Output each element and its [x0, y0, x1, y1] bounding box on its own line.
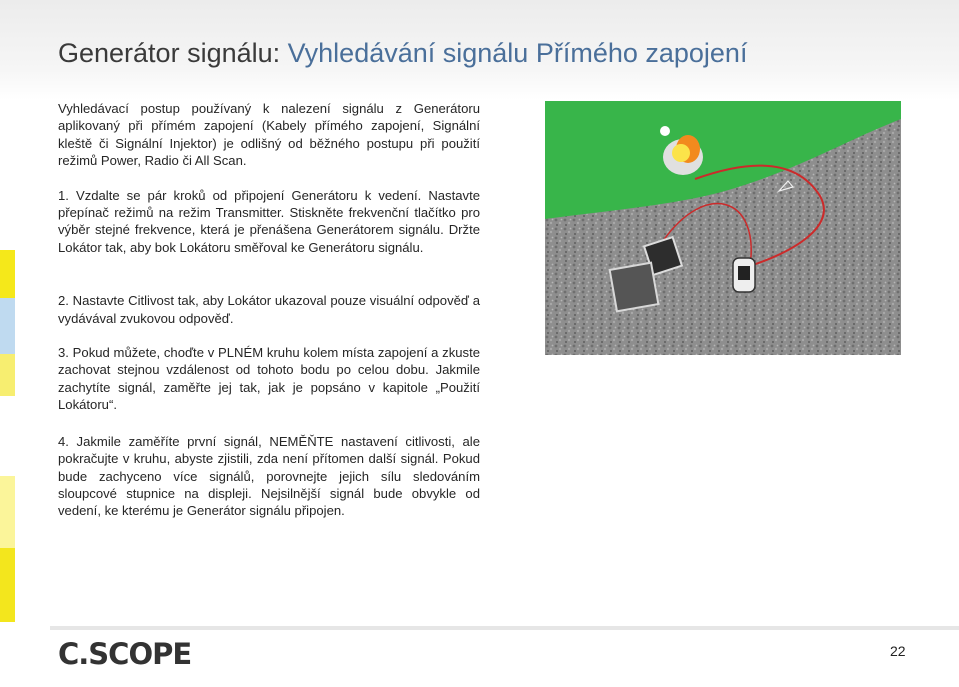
- brand-logo: C.SCOPE: [58, 637, 192, 671]
- left-color-strip: [0, 476, 15, 548]
- transmitter-box-icon: [610, 263, 659, 312]
- paragraph-step-4: 4. Jakmile zaměříte první signál, NEMĚŇTE nastavení citlivosti, ale pokračujte v kruhu, abyste zjistili, zda není přítomen další signál. Pokud bude zachyceno více signálů, porovnejte jejich sílu sledováním sloupcové stupnice na displeji. Nejsilnější signál bude obvykle od vedení, ke kterému je Generátor signálu připojen.: [58, 433, 480, 519]
- title-emphasis: Vyhledávání signálu Přímého zapojení: [287, 38, 748, 68]
- left-color-strip: [0, 548, 15, 622]
- footer-divider: [50, 626, 959, 630]
- illustration-svg: [545, 101, 901, 355]
- left-color-strip: [0, 354, 15, 396]
- page-number: 22: [890, 643, 906, 659]
- paragraph-step-3: 3. Pokud můžete, choďte v PLNÉM kruhu kolem místa zapojení a zkuste zachovat stejnou vzdálenost od tohoto bodu po celou dobu. Jakmile zachytíte signál, zaměřte jej tak, jak je popsáno v kapitole „Použití Lokátoru“.: [58, 345, 480, 413]
- left-color-strip: [0, 250, 15, 298]
- paragraph-intro: Vyhledávací postup používaný k nalezení signálu z Generátoru aplikovaný při přímém zapojení (Kabely přímého zapojení, Signální kleště či Signální Injektor) je odlišný od běžného postupu při použití režimů Power, Radio či All Scan.: [58, 101, 480, 169]
- illustration-photo: [545, 101, 901, 355]
- paragraph-step-2: 2. Nastavte Citlivost tak, aby Lokátor ukazoval pouze visuální odpověď a vydávával zvukovou odpověď.: [58, 293, 480, 326]
- title-prefix: Generátor signálu:: [58, 38, 281, 68]
- body-text: [58, 100, 480, 520]
- paragraph-step-1: 1. Vzdalte se pár kroků od připojení Generátoru k vedení. Nastavte přepínač režimů na režim Transmitter. Stiskněte frekvenční tlačítko pro výběr stejné frekvence, která je přenášena Generátorem signálu. Držte Lokátor tak, aby bok Lokátoru směřoval ke Generátoru signálu.: [58, 187, 480, 255]
- page-title: [58, 36, 747, 70]
- locator-device-icon: [733, 258, 755, 292]
- left-color-strip: [0, 298, 15, 354]
